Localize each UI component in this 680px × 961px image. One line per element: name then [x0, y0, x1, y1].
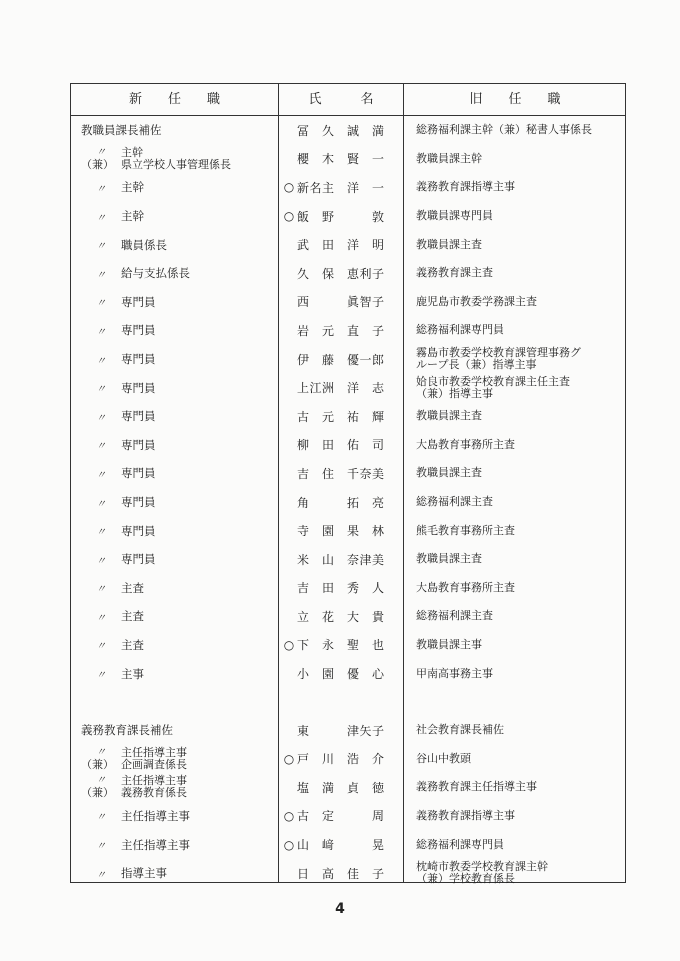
new-title: 専門員 [121, 409, 156, 424]
new-title: 主任指導主事 [121, 808, 190, 823]
name-cell [281, 716, 397, 745]
name-cell [281, 773, 397, 802]
name-cell [281, 744, 397, 773]
ditto-mark: 〃 [96, 746, 106, 758]
ditto-mark: 〃 [96, 469, 106, 481]
new-title: 専門員 [121, 380, 156, 395]
new-title: 主査 [121, 637, 144, 652]
new-appointee-circle-icon: ○ [283, 209, 295, 224]
concurrent-title: 企画調査係長 [121, 757, 187, 771]
old-position-line: 義務教育課指導主事 [416, 180, 515, 194]
new-position [81, 545, 281, 574]
new-title: 職員係長 [121, 237, 167, 252]
table-row [71, 202, 625, 231]
new-title: 主任指導主事 [121, 774, 187, 788]
new-position [81, 173, 281, 202]
new-appointee-circle-icon: ○ [283, 808, 295, 823]
table-row [71, 859, 625, 888]
old-position-line: 教職員課主査 [416, 237, 482, 251]
table-row [71, 431, 625, 460]
person-name: 日 高 佳 子 [297, 866, 385, 881]
table-row [71, 173, 625, 202]
new-title: 給与支払係長 [121, 266, 190, 281]
new-title: 専門員 [121, 466, 156, 481]
ditto-mark: 〃 [96, 498, 106, 510]
name-cell [281, 516, 397, 545]
old-position-line: 総務福利課主幹（兼）秘書人事係長 [416, 123, 592, 137]
person-name: 東 津矢子 [297, 723, 385, 738]
old-position [416, 659, 626, 688]
person-name: 古 元 祐 輝 [297, 409, 385, 424]
old-position-line: （兼）学校教育係長 [416, 872, 515, 886]
new-position [81, 459, 281, 488]
new-title: 主任指導主事 [121, 745, 187, 759]
old-position [416, 230, 626, 259]
new-title: 主任指導主事 [121, 837, 190, 852]
person-name: 山 﨑 晃 [297, 838, 385, 853]
ditto-mark: 〃 [96, 269, 106, 281]
name-cell [281, 488, 397, 517]
header-name: 氏 名 [308, 92, 374, 107]
new-title: 専門員 [121, 437, 156, 452]
new-position [81, 431, 281, 460]
new-position [81, 602, 281, 631]
ditto-mark: 〃 [96, 775, 106, 787]
new-position [81, 716, 281, 745]
person-name: 飯 野 敦 [297, 209, 385, 224]
old-position [416, 345, 626, 374]
table-row [71, 259, 625, 288]
new-title: 義務教育課長補佐 [81, 723, 173, 738]
table-row [71, 631, 625, 660]
old-position-line: 教職員課主査 [416, 409, 482, 423]
concurrent-mark: （兼） [81, 786, 114, 800]
old-position [416, 545, 626, 574]
table-row [71, 830, 625, 859]
table-row [71, 574, 625, 603]
old-position-line: 教職員課主査 [416, 466, 482, 480]
old-position-line: 霧島市教委学校教育課管理事務グ [416, 346, 581, 360]
old-position [416, 402, 626, 431]
ditto-mark: 〃 [96, 641, 106, 653]
table-row [71, 288, 625, 317]
old-position-line: 教職員課専門員 [416, 209, 493, 223]
old-position [416, 145, 626, 174]
new-appointee-circle-icon: ○ [283, 751, 295, 766]
old-position [416, 488, 626, 517]
concurrent-title: 県立学校人事管理係長 [121, 157, 231, 171]
old-position-line: 教職員課主査 [416, 552, 482, 566]
person-name: 櫻 木 賢 一 [297, 152, 385, 167]
old-position [416, 431, 626, 460]
new-appointee-circle-icon: ○ [283, 837, 295, 852]
old-position [416, 316, 626, 345]
new-title: 主幹 [121, 209, 144, 224]
old-position-line: 谷山中教頭 [416, 751, 471, 765]
table-row [71, 116, 625, 145]
old-position [416, 574, 626, 603]
ditto-mark: 〃 [96, 584, 106, 596]
name-cell [281, 116, 397, 145]
new-position [81, 202, 281, 231]
old-position [416, 173, 626, 202]
old-position-line: 教職員課主幹 [416, 151, 482, 165]
old-position-line: 義務教育課主任指導主事 [416, 780, 537, 794]
table-row [71, 545, 625, 574]
table-row [71, 402, 625, 431]
new-position [81, 316, 281, 345]
person-name: 西 眞智子 [297, 295, 385, 310]
new-position [81, 288, 281, 317]
new-position [81, 659, 281, 688]
ditto-mark: 〃 [96, 355, 106, 367]
old-position-line: 総務福利課主査 [416, 609, 493, 623]
ditto-mark: 〃 [96, 384, 106, 396]
header-new-position: 新 任 職 [128, 92, 220, 107]
new-position [81, 802, 281, 831]
old-position [416, 202, 626, 231]
ditto-mark: 〃 [96, 146, 106, 158]
table-row [71, 659, 625, 688]
old-position [416, 802, 626, 831]
new-appointee-circle-icon: ○ [283, 637, 295, 652]
name-cell [281, 316, 397, 345]
old-position-line: 鹿児島市教委学務課主査 [416, 294, 537, 308]
name-cell [281, 631, 397, 660]
old-position-line: 総務福利課専門員 [416, 323, 504, 337]
person-name: 上江洲 洋 志 [297, 381, 385, 396]
person-name: 岩 元 直 子 [297, 323, 385, 338]
name-cell [281, 345, 397, 374]
person-name: 伊 藤 優一郎 [297, 352, 385, 367]
person-name: 久 保 恵利子 [297, 266, 385, 281]
person-name: 柳 田 佑 司 [297, 438, 385, 453]
old-position [416, 602, 626, 631]
old-position-line: 義務教育課指導主事 [416, 808, 515, 822]
old-position [416, 744, 626, 773]
name-cell [281, 230, 397, 259]
table-row [71, 602, 625, 631]
personnel-table [70, 83, 626, 886]
new-position [81, 830, 281, 859]
table-row [71, 744, 625, 773]
new-title: 専門員 [121, 495, 156, 510]
name-cell [281, 659, 397, 688]
old-position-line: 甲南高事務主事 [416, 666, 493, 680]
ditto-mark: 〃 [96, 869, 106, 881]
new-position [81, 402, 281, 431]
blank-row [71, 688, 625, 716]
person-name: 角 拓 亮 [297, 495, 385, 510]
new-position [81, 116, 281, 145]
name-cell [281, 459, 397, 488]
table-body [71, 116, 625, 887]
new-title: 主査 [121, 580, 144, 595]
table-row [71, 373, 625, 402]
table-row [71, 145, 625, 174]
new-appointee-circle-icon: ○ [283, 180, 295, 195]
old-position [416, 631, 626, 660]
old-position [416, 288, 626, 317]
old-position-line: 教職員課主事 [416, 637, 482, 651]
old-position [416, 459, 626, 488]
old-position-line: 義務教育課主査 [416, 266, 493, 280]
new-title: 指導主事 [121, 866, 167, 881]
new-title: 専門員 [121, 323, 156, 338]
name-cell [281, 602, 397, 631]
new-position [81, 259, 281, 288]
ditto-mark: 〃 [96, 241, 106, 253]
name-cell [281, 259, 397, 288]
table-row [71, 488, 625, 517]
new-title: 専門員 [121, 523, 156, 538]
new-title: 専門員 [121, 552, 156, 567]
name-cell [281, 173, 397, 202]
concurrent-mark: （兼） [81, 757, 114, 771]
name-cell [281, 431, 397, 460]
person-name: 塩 満 貞 徳 [297, 780, 385, 795]
new-title: 専門員 [121, 352, 156, 367]
new-title: 主査 [121, 609, 144, 624]
new-position [81, 373, 281, 402]
header-old-position: 旧 任 職 [469, 92, 561, 107]
old-position-line: （兼）指導主事 [416, 386, 493, 400]
new-position [81, 345, 281, 374]
table-header [71, 84, 625, 116]
ditto-mark: 〃 [96, 298, 106, 310]
ditto-mark: 〃 [96, 555, 106, 567]
name-cell [281, 574, 397, 603]
new-position [81, 859, 281, 888]
person-name: 新名主 洋 一 [297, 180, 385, 195]
old-position-line: 枕崎市教委学校教育課主幹 [416, 860, 548, 874]
name-cell [281, 202, 397, 231]
person-name: 吉 田 秀 人 [297, 581, 385, 596]
table-row [71, 316, 625, 345]
new-position [81, 145, 281, 174]
new-position [81, 773, 281, 802]
old-position-line: 姶良市教委学校教育課主任主査 [416, 374, 570, 388]
new-title: 教職員課長補佐 [81, 123, 162, 138]
table-row [71, 230, 625, 259]
new-position [81, 574, 281, 603]
person-name: 冨 久 誠 満 [297, 123, 385, 138]
ditto-mark: 〃 [96, 183, 106, 195]
person-name: 小 園 優 心 [297, 667, 385, 682]
name-cell [281, 145, 397, 174]
person-name: 吉 住 千奈美 [297, 466, 385, 481]
old-position [416, 716, 626, 745]
old-position-line: 大島教育事務所主査 [416, 437, 515, 451]
new-title: 主幹 [121, 145, 143, 159]
name-cell [281, 830, 397, 859]
person-name: 米 山 奈津美 [297, 552, 385, 567]
new-position [81, 488, 281, 517]
name-cell [281, 859, 397, 888]
new-position [81, 516, 281, 545]
old-position [416, 830, 626, 859]
person-name: 戸 川 浩 介 [297, 752, 385, 767]
concurrent-title: 義務教育係長 [121, 786, 187, 800]
table-row [71, 773, 625, 802]
person-name: 下 永 聖 也 [297, 638, 385, 653]
person-name: 武 田 洋 明 [297, 238, 385, 253]
new-position [81, 744, 281, 773]
person-name: 寺 園 果 林 [297, 524, 385, 539]
old-position [416, 116, 626, 145]
old-position [416, 859, 626, 888]
old-position-line: 熊毛教育事務所主査 [416, 523, 515, 537]
new-title: 主幹 [121, 180, 144, 195]
table-row [71, 802, 625, 831]
new-position [81, 631, 281, 660]
old-position [416, 373, 626, 402]
person-name: 立 花 大 貴 [297, 609, 385, 624]
old-position [416, 773, 626, 802]
old-position [416, 259, 626, 288]
ditto-mark: 〃 [96, 841, 106, 853]
ditto-mark: 〃 [96, 527, 106, 539]
new-position [81, 230, 281, 259]
new-title: 主事 [121, 666, 144, 681]
old-position-line: 社会教育課長補佐 [416, 723, 504, 737]
page-number: 4 [335, 901, 345, 917]
ditto-mark: 〃 [96, 412, 106, 424]
ditto-mark: 〃 [96, 441, 106, 453]
name-cell [281, 545, 397, 574]
table-row [71, 459, 625, 488]
ditto-mark: 〃 [96, 326, 106, 338]
old-position-line: 大島教育事務所主査 [416, 580, 515, 594]
name-cell [281, 402, 397, 431]
old-position-line: 総務福利課主査 [416, 495, 493, 509]
concurrent-mark: （兼） [81, 157, 114, 171]
ditto-mark: 〃 [96, 212, 106, 224]
table-row [71, 345, 625, 374]
old-position-line: 総務福利課専門員 [416, 837, 504, 851]
table-row [71, 716, 625, 745]
name-cell [281, 802, 397, 831]
ditto-mark: 〃 [96, 670, 106, 682]
person-name: 古 定 周 [297, 809, 385, 824]
table-row [71, 516, 625, 545]
ditto-mark: 〃 [96, 812, 106, 824]
old-position-line: ループ長（兼）指導主事 [416, 358, 537, 372]
new-title: 専門員 [121, 294, 156, 309]
old-position [416, 516, 626, 545]
name-cell [281, 288, 397, 317]
ditto-mark: 〃 [96, 612, 106, 624]
name-cell [281, 373, 397, 402]
